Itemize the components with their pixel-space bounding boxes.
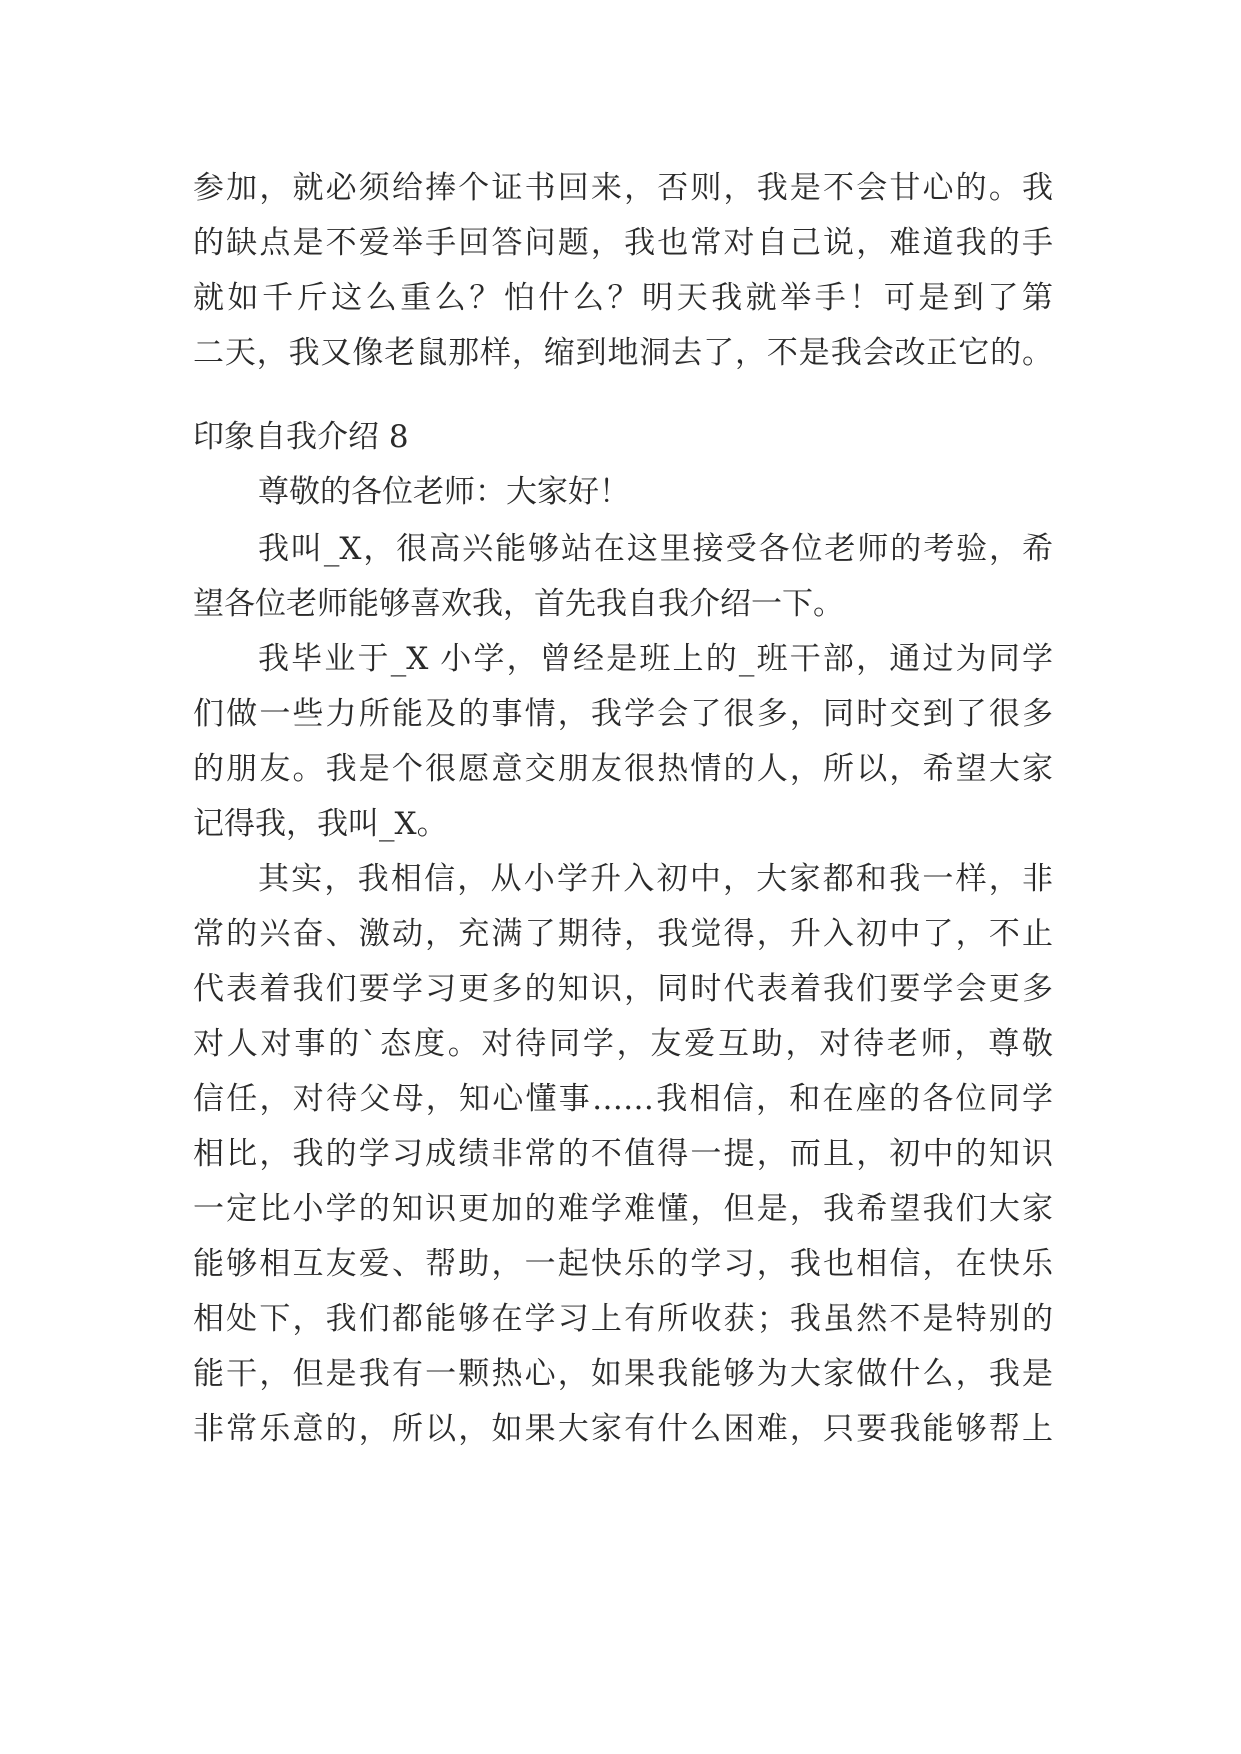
text-line: 我叫_X，很高兴能够站在这里接受各位老师的考验，希 <box>258 531 1053 567</box>
text-line: 能够相互友爱、帮助，一起快乐的学习，我也相信，在快乐 <box>193 1246 1053 1282</box>
greeting-line: 尊敬的各位老师：大家好！ <box>258 474 630 510</box>
text-line: 非常乐意的，所以，如果大家有什么困难，只要我能够帮上 <box>193 1411 1053 1447</box>
text-line: 记得我，我叫_X。 <box>193 806 448 842</box>
text-line: 能干，但是我有一颗热心，如果我能够为大家做什么，我是 <box>193 1356 1053 1392</box>
text-line: 信任，对待父母，知心懂事……我相信，和在座的各位同学 <box>193 1081 1053 1117</box>
text-line: 望各位老师能够喜欢我，首先我自我介绍一下。 <box>193 586 844 622</box>
text-line: 我毕业于_X 小学，曾经是班上的_班干部，通过为同学 <box>258 641 1053 677</box>
text-line: 二天，我又像老鼠那样，缩到地洞去了，不是我会改正它的。 <box>193 335 1053 371</box>
text-line: 代表着我们要学习更多的知识，同时代表着我们要学会更多 <box>193 971 1053 1007</box>
text-line: 参加，就必须给捧个证书回来，否则，我是不会甘心的。我 <box>193 170 1053 206</box>
text-line: 们做一些力所能及的事情，我学会了很多，同时交到了很多 <box>193 696 1053 732</box>
text-line: 就如千斤这么重么？怕什么？明天我就举手！可是到了第 <box>193 280 1053 316</box>
section-heading: 印象自我介绍 8 <box>193 419 409 455</box>
text-line: 一定比小学的知识更加的难学难懂，但是，我希望我们大家 <box>193 1191 1053 1227</box>
text-line: 相处下，我们都能够在学习上有所收获；我虽然不是特别的 <box>193 1301 1053 1337</box>
text-line: 其实，我相信，从小学升入初中，大家都和我一样，非 <box>258 861 1053 897</box>
text-line: 对人对事的`态度。对待同学，友爱互助，对待老师，尊敬 <box>193 1026 1053 1062</box>
text-line: 的朋友。我是个很愿意交朋友很热情的人，所以，希望大家 <box>193 751 1053 787</box>
text-line: 常的兴奋、激动，充满了期待，我觉得，升入初中了，不止 <box>193 916 1053 952</box>
text-line: 相比，我的学习成绩非常的不值得一提，而且，初中的知识 <box>193 1136 1053 1172</box>
text-line: 的缺点是不爱举手回答问题，我也常对自己说，难道我的手 <box>193 225 1053 261</box>
